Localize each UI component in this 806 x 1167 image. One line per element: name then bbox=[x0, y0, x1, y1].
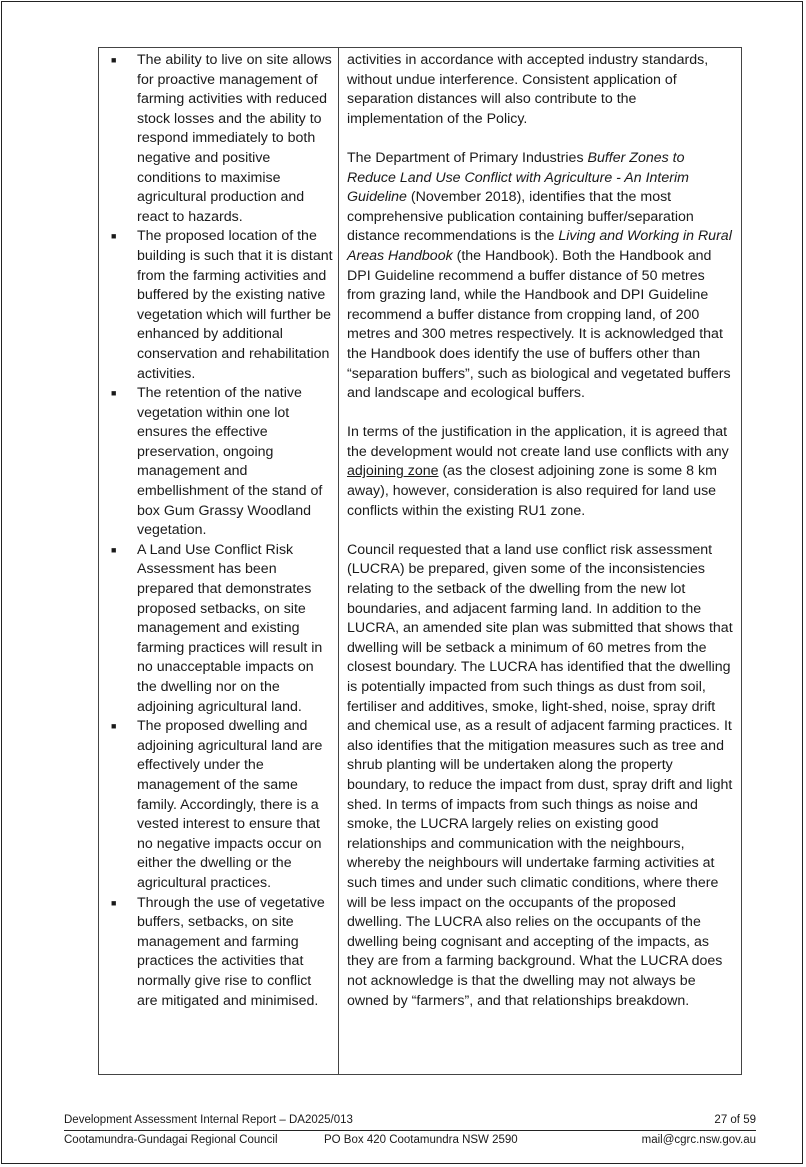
bullet-text: The proposed dwelling and adjoining agricultural land are effectively under the management of the same family. Accordingly, there is a vested interest to ensure that no negative impacts occur on either the dwelling or the agricultural practices. bbox=[137, 718, 323, 891]
text-run: The Department of Primary Industries bbox=[347, 149, 588, 166]
bullet-square-icon: ■ bbox=[111, 897, 117, 908]
text-run: (November 2018), identifies that the most comprehensive publication containing buffer/separation distance recommendations is the bbox=[347, 189, 694, 245]
bullet-square-icon: ■ bbox=[111, 721, 117, 732]
council-address: PO Box 420 Cootamundra NSW 2590 bbox=[324, 1134, 518, 1146]
council-name: Cootamundra-Gundagai Regional Council bbox=[64, 1134, 278, 1146]
footer-divider bbox=[64, 1130, 756, 1131]
list-item bbox=[107, 51, 334, 227]
bullet-square-icon: ■ bbox=[111, 544, 117, 555]
bullet-square-icon: ■ bbox=[111, 388, 117, 399]
bullet-text: The proposed location of the building is such that it is distant from the farming activities and buffered by the existing native vegetation which will further be enhanced by additional conservation and rehabilitation activities. bbox=[137, 228, 333, 382]
page-number: 27 of 59 bbox=[714, 1114, 756, 1126]
bullet-text: Through the use of vegetative buffers, setbacks, on site management and farming practices the activities that normally give rise to conflict are mitigated and minimised. bbox=[137, 894, 325, 1009]
list-item bbox=[107, 717, 334, 893]
bullet-list bbox=[107, 51, 334, 1011]
text-run: (the Handbook). Both the Handbook and DPI Guideline recommend a buffer distance of 50 metres from grazing land, while the Handbook and DPI Guideline recommend a buffer distance from cropping land, of 200 metres and 300 metres respectively. It is acknowledged that the Handbook does identify the use of buffers other than “separation buffers”, such as biological and vegetated buffers and landscape and ecological buffers. bbox=[347, 247, 731, 402]
list-item bbox=[107, 894, 334, 1012]
report-title: Development Assessment Internal Report – DA2025/013 bbox=[64, 1114, 353, 1126]
bullet-text: The retention of the native vegetation within one lot ensures the effective preservation, ongoing management and embellishment of the stand of box Gum Grassy Woodland vegetation. bbox=[137, 385, 323, 539]
paragraph-lucra: Council requested that a land use conflict risk assessment (LUCRA) be prepared, given some of the inconsistencies relating to the setback of the dwelling from the new lot boundaries, and adjacent farming land. In addition to the LUCRA, an amended site plan was submitted that shows that dwelling will be setback a minimum of 60 metres from the closest boundary. The LUCRA has identified that the dwelling is potentially impacted from such things as dust from soil, fertiliser and additives, smoke, light-shed, noise, spray drift and chemical use, as a result of adjacent farming practices. It also identifies that the mitigation measures such as tree and shrub planting will be undertaken along the property boundary, to reduce the impact from dust, spray drift and light shed. In terms of impacts from such things as noise and smoke, the LUCRA largely relies on existing good relationships and communication with the neighbours, whereby the neighbours will undertake farming activities at such times and under such climatic conditions, where there will be less impact on the occupants of the proposed dwelling. The LUCRA also relies on the occupants of the dwelling being cognisant and accepting of the impacts, as they are from a farming background. What the LUCRA does not acknowledge is that the dwelling may not always be owned by “farmers”, and that relationships breakdown. bbox=[347, 541, 733, 1009]
right-column bbox=[339, 48, 741, 1074]
bullet-square-icon: ■ bbox=[111, 55, 117, 65]
text-run: (as the closest adjoining zone is some 8 km away), however, consideration is also required for land use conflicts within the existing RU1 zone. bbox=[347, 463, 717, 519]
council-email: mail@cgrc.nsw.gov.au bbox=[641, 1134, 756, 1146]
list-item bbox=[107, 227, 334, 384]
bullet-text: A Land Use Conflict Risk Assessment has been prepared that demonstrates proposed setbacks, on site management and existing farming practices will result in no unacceptable impacts on the dwelling nor on the adjoining agricultural land. bbox=[137, 541, 323, 715]
paragraph-dpi-guideline bbox=[347, 149, 735, 404]
bullet-square-icon: ■ bbox=[111, 231, 117, 242]
guideline-title: Buffer Zones to Reduce Land Use Conflict with Agriculture - An Interim Guideline bbox=[347, 149, 689, 206]
footer-top bbox=[64, 1114, 756, 1126]
handbook-title: Living and Working in Rural Areas Handbook bbox=[347, 228, 732, 264]
left-column bbox=[99, 48, 339, 1074]
text-run: In terms of the justification in the application, it is agreed that the development would not create land use conflicts with any bbox=[347, 424, 729, 460]
paragraph-policy-continuation: activities in accordance with accepted industry standards, without undue interference. Consistent application of separation distances will also contribute to the implementation of the Policy. bbox=[347, 52, 709, 127]
list-item bbox=[107, 384, 334, 541]
paragraph-justification bbox=[347, 423, 735, 521]
footer-bottom bbox=[64, 1134, 756, 1146]
list-item bbox=[107, 541, 334, 717]
content-table bbox=[98, 47, 742, 1075]
bullet-text: The ability to live on site allows for proactive management of farming activities with reduced stock losses and the ability to respond immediately to both negative and positive conditions to maximise agricultural production and react to hazards. bbox=[137, 52, 332, 225]
adjoining-zone-term: adjoining zone bbox=[347, 463, 439, 480]
